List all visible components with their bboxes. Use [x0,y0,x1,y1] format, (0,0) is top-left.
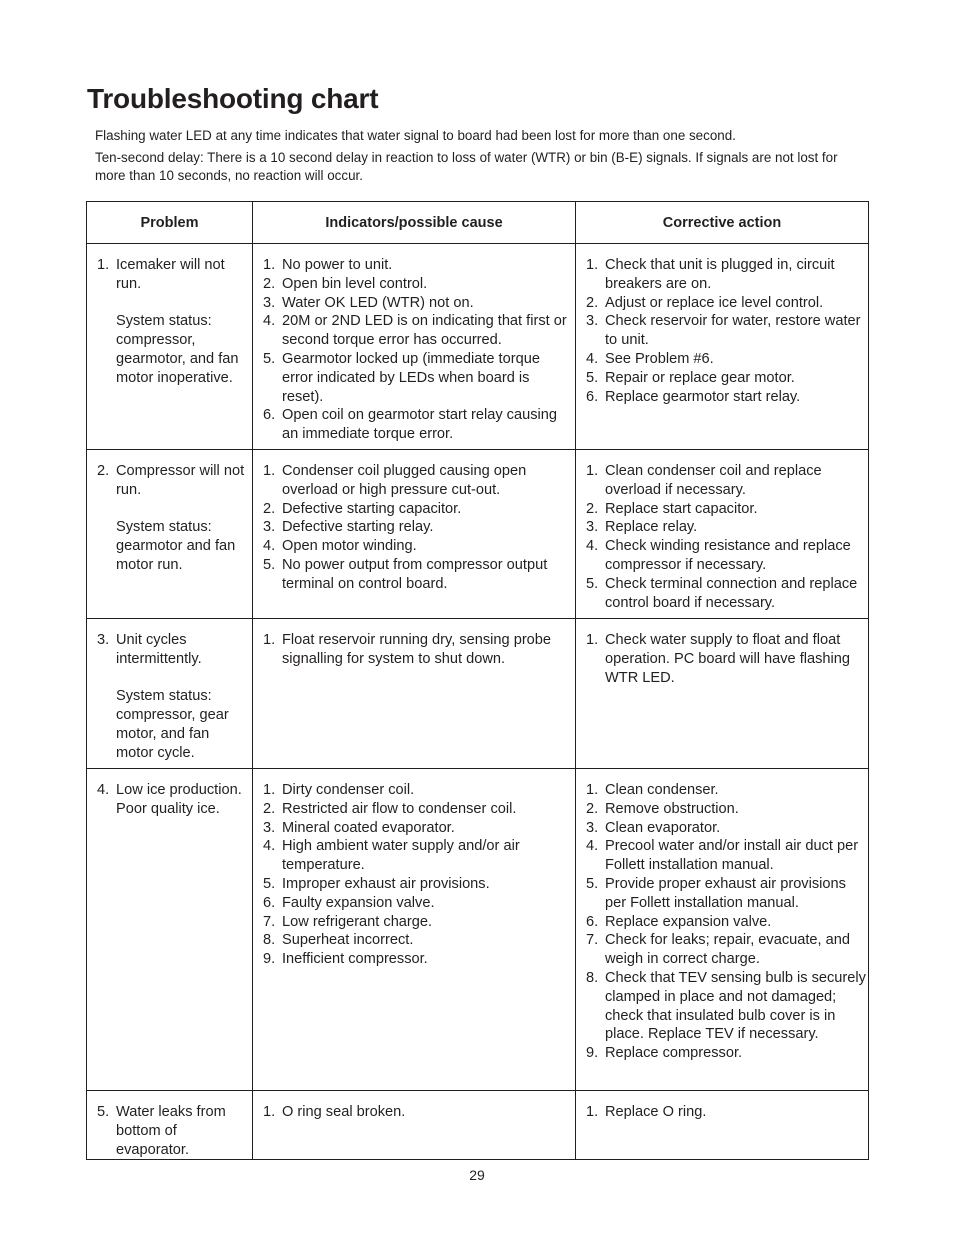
action-text: Replace gearmotor start relay. [605,388,801,405]
problem-cell [87,450,253,619]
cause-cell [253,769,576,1091]
cause-text: Open bin level control. [282,275,428,292]
action-text: Check that TEV sensing bulb is securely clamped in place and not damaged; check that insulated bulb cover is in place. Replace TEV if necessary. [605,969,866,1043]
cause-item [263,294,573,313]
action-number: 7. [586,932,599,949]
cause-number: 2. [263,500,276,517]
cause-list [263,631,573,669]
action-number: 5. [586,369,599,386]
cause-item [263,256,573,275]
action-text: Check reservoir for water, restore water to unit. [605,313,861,349]
action-item [586,631,866,687]
action-text: Check winding resistance and replace compressor if necessary. [605,538,851,573]
cause-cell [253,619,576,769]
cause-number: 9. [263,951,276,968]
action-text: Precool water and/or install air duct per Follett installation manual. [605,838,859,874]
action-item [586,369,866,388]
cause-cell [253,1091,576,1160]
cause-text: No power to unit. [282,257,393,273]
cause-text: Float reservoir running dry, sensing probe signalling for system to shut down. [282,632,552,667]
action-number: 6. [586,913,599,930]
header-actions: Corrective action [576,202,869,244]
cause-text: Mineral coated evaporator. [282,819,455,836]
action-text: Remove obstruction. [605,800,739,817]
cause-item [263,894,573,913]
action-number: 3. [586,819,599,836]
problem-text: Low ice production. Poor quality ice. [116,782,242,817]
cause-item [263,1103,573,1122]
problem-cell [87,1091,253,1160]
action-item [586,537,866,575]
action-item [586,575,866,613]
problem-number: 2. [97,463,110,479]
cause-text: Inefficient compressor. [282,951,428,968]
cause-item [263,275,573,294]
cause-item [263,537,573,556]
action-item [586,500,866,519]
header-causes: Indicators/possible cause [253,202,576,244]
action-number: 4. [586,838,599,855]
problem-number: 1. [97,257,110,273]
action-number: 9. [586,1045,599,1062]
cause-item [263,406,573,444]
cause-number: 6. [263,894,276,911]
cause-cell [253,450,576,619]
action-text: Check water supply to float and float operation. PC board will have flashing WTR LED. [605,632,850,686]
cause-number: 4. [263,538,276,555]
cause-list [263,462,573,594]
action-text: Check for leaks; repair, evacuate, and weigh in correct charge. [605,932,850,968]
cause-number: 6. [263,407,276,424]
action-cell [576,619,869,769]
problem-text: Icemaker will not run. [116,257,225,292]
cause-text: Improper exhaust air provisions. [282,875,490,892]
cause-item [263,500,573,519]
cause-list [263,256,573,444]
problem-item [97,1103,250,1159]
action-number: 2. [586,500,599,517]
action-text: Clean condenser. [605,782,719,798]
action-text: Replace relay. [605,519,698,536]
action-cell [576,1091,869,1160]
action-text: Provide proper exhaust air provisions per Follett installation manual. [605,875,846,911]
cause-text: Defective starting relay. [282,519,434,536]
cause-item [263,800,573,819]
action-number: 4. [586,350,599,367]
problem-list [97,256,250,294]
cause-item [263,819,573,838]
action-number: 5. [586,575,599,592]
cause-number: 5. [263,875,276,892]
cause-number: 2. [263,275,276,292]
cause-number: 5. [263,350,276,367]
problem-item [97,462,250,500]
action-number: 3. [586,313,599,330]
cause-item [263,875,573,894]
cause-item [263,781,573,800]
action-item [586,837,866,875]
action-text: Check that unit is plugged in, circuit breakers are on. [605,257,835,292]
problem-text: Compressor will not run. [116,463,245,498]
action-number: 1. [586,782,599,798]
header-problem: Problem [87,202,253,244]
action-number: 4. [586,538,599,555]
action-item [586,388,866,407]
cause-item [263,913,573,932]
cause-number: 4. [263,838,276,855]
action-list [586,1103,866,1122]
cause-item [263,931,573,950]
action-item [586,969,866,1044]
cause-text: Superheat incorrect. [282,932,414,949]
cause-cell [253,244,576,450]
action-text: Check terminal connection and replace control board if necessary. [605,575,858,611]
action-text: Replace start capacitor. [605,500,758,517]
action-number: 2. [586,800,599,817]
action-item [586,312,866,350]
problem-list [97,462,250,500]
action-item [586,294,866,313]
cause-text: Water OK LED (WTR) not on. [282,294,474,311]
action-text: Clean condenser coil and replace overload if necessary. [605,463,822,498]
action-text: See Problem #6. [605,350,714,367]
problem-text: Unit cycles intermittently. [116,632,202,667]
cause-number: 5. [263,556,276,573]
action-number: 6. [586,388,599,405]
problem-list [97,631,250,669]
cause-number: 1. [263,632,276,648]
cause-text: Condenser coil plugged causing open overload or high pressure cut-out. [282,463,527,498]
action-number: 8. [586,969,599,986]
action-text: Replace compressor. [605,1045,743,1062]
cause-text: O ring seal broken. [282,1104,406,1120]
cause-number: 3. [263,519,276,536]
problem-item [97,631,250,669]
problem-item [97,256,250,294]
action-item [586,875,866,913]
problem-text: Water leaks from bottom of evaporator. [116,1104,226,1158]
problem-number: 5. [97,1104,110,1120]
problem-cell [87,619,253,769]
table-row [87,619,869,769]
action-number: 2. [586,294,599,311]
table-body [87,244,869,1160]
action-list [586,256,866,406]
action-text: Replace O ring. [605,1104,707,1120]
action-item [586,256,866,294]
cause-text: Open coil on gearmotor start relay causing an immediate torque error. [282,407,557,443]
problem-list [97,781,250,819]
cause-text: Faulty expansion valve. [282,894,435,911]
action-item [586,781,866,800]
system-status: System status: compressor, gearmotor, and fan motor inoperative. [116,313,239,386]
action-item [586,518,866,537]
cause-item [263,312,573,350]
action-item [586,462,866,500]
cause-list [263,781,573,969]
cause-number: 3. [263,819,276,836]
cause-text: Gearmotor locked up (immediate torque error indicated by LEDs when board is reset). [282,350,540,405]
cause-item [263,950,573,969]
cause-item [263,518,573,537]
problem-item [97,781,250,819]
action-list [586,631,866,687]
cause-text: Restricted air flow to condenser coil. [282,800,517,817]
cause-number: 2. [263,800,276,817]
cause-text: Dirty condenser coil. [282,782,415,798]
cause-text: Defective starting capacitor. [282,500,462,517]
action-text: Repair or replace gear motor. [605,369,795,386]
cause-text: 20M or 2ND LED is on indicating that first or second torque error has occurred. [282,313,567,349]
cause-number: 1. [263,782,276,798]
action-item [586,350,866,369]
action-item [586,819,866,838]
action-item [586,1044,866,1063]
cause-number: 8. [263,932,276,949]
page-title: Troubleshooting chart [87,83,379,114]
action-number: 1. [586,632,599,648]
troubleshooting-table [86,201,869,1160]
table-row [87,769,869,1091]
action-list [586,781,866,1063]
action-text: Replace expansion valve. [605,913,772,930]
cause-text: Open motor winding. [282,538,417,555]
cause-text: No power output from compressor output terminal on control board. [282,556,548,592]
action-cell [576,450,869,619]
cause-item [263,350,573,406]
problem-cell [87,244,253,450]
cause-number: 1. [263,1104,276,1120]
table-row [87,1091,869,1160]
action-text: Clean evaporator. [605,819,721,836]
cause-item [263,556,573,594]
intro-delay-note: Ten-second delay: There is a 10 second delay in reaction to loss of water (WTR) or bin (B-E) signals. If signals are not lost for more than 10 seconds, no reaction will occur. [95,150,838,183]
action-list [586,462,866,612]
system-status: System status: compressor, gear motor, and fan motor cycle. [116,688,229,761]
action-number: 1. [586,1104,599,1120]
action-cell [576,244,869,450]
action-number: 1. [586,257,599,273]
action-number: 1. [586,463,599,479]
action-cell [576,769,869,1091]
table-row [87,450,869,619]
problem-list [97,1103,250,1159]
cause-text: High ambient water supply and/or air temperature. [282,838,520,874]
action-item [586,931,866,969]
intro-led-note: Flashing water LED at any time indicates that water signal to board had been lost for more than one second. [95,128,736,143]
cause-number: 1. [263,463,276,479]
page-number: 29 [469,1167,485,1183]
cause-text: Low refrigerant charge. [282,913,433,930]
table-row [87,244,869,450]
problem-cell [87,769,253,1091]
table-header-row [87,202,869,244]
action-item [586,913,866,932]
action-item [586,1103,866,1122]
cause-list [263,1103,573,1122]
action-text: Adjust or replace ice level control. [605,294,824,311]
action-number: 3. [586,519,599,536]
cause-item [263,462,573,500]
cause-number: 1. [263,257,276,273]
problem-number: 4. [97,782,110,798]
problem-number: 3. [97,632,110,648]
cause-number: 3. [263,294,276,311]
cause-item [263,631,573,669]
cause-number: 7. [263,913,276,930]
cause-number: 4. [263,313,276,330]
system-status: System status: gearmotor and fan motor run. [116,519,236,573]
action-number: 5. [586,875,599,892]
action-item [586,800,866,819]
cause-item [263,837,573,875]
